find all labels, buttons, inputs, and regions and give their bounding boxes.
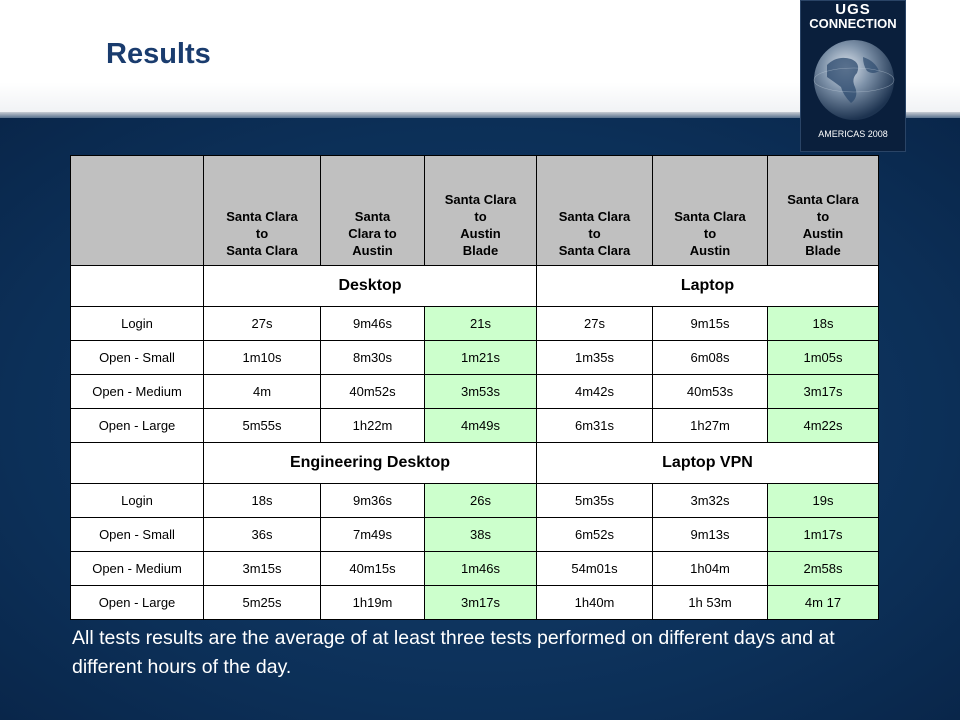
table-cell: 27s [537,307,653,341]
table-cell-highlight: 3m53s [425,375,537,409]
column-header: Santa Clara to Santa Clara [537,156,653,266]
table-cell-highlight: 4m49s [425,409,537,443]
table-cell: 1h27m [653,409,768,443]
row-label: Open - Medium [71,552,204,586]
table-cell: 18s [204,484,321,518]
table-cell: 40m52s [321,375,425,409]
table-cell-highlight: 2m58s [768,552,879,586]
table-cell-highlight: 26s [425,484,537,518]
table-cell: 4m42s [537,375,653,409]
group-header-row [71,443,879,484]
table-cell: 8m30s [321,341,425,375]
table-cell: 6m31s [537,409,653,443]
table-row [71,484,879,518]
table-row [71,341,879,375]
table-cell-highlight: 3m17s [425,586,537,620]
table-row [71,375,879,409]
table-cell: 5m25s [204,586,321,620]
table-row [71,307,879,341]
table-cell: 40m53s [653,375,768,409]
slide-title: Results [106,38,211,70]
table-cell-highlight: 4m 17 [768,586,879,620]
table-cell: 9m46s [321,307,425,341]
table-cell: 5m35s [537,484,653,518]
table-cell: 36s [204,518,321,552]
table-cell: 5m55s [204,409,321,443]
table-cell: 1h04m [653,552,768,586]
table-row [71,409,879,443]
column-header: Santa Clara to Austin Blade [768,156,879,266]
table-cell: 1h 53m [653,586,768,620]
ugs-connection-logo [800,0,906,152]
row-label: Open - Small [71,518,204,552]
globe-icon [807,37,901,123]
table-cell-highlight: 1m17s [768,518,879,552]
row-label: Open - Medium [71,375,204,409]
table-cell: 6m52s [537,518,653,552]
results-table [70,155,879,620]
logo-text-americas: AMERICAS 2008 [818,129,888,139]
table-cell-highlight: 38s [425,518,537,552]
column-header: Santa Clara to Austin Blade [425,156,537,266]
row-label: Open - Large [71,586,204,620]
group-header-row [71,266,879,307]
row-label: Login [71,484,204,518]
table-cell: 1m10s [204,341,321,375]
table-cell: 9m13s [653,518,768,552]
column-header: Santa Clara to Austin [653,156,768,266]
table-cell: 6m08s [653,341,768,375]
row-label: Login [71,307,204,341]
footnote-text: All tests results are the average of at least three tests performed on different days and at different hours of the day. [72,627,835,678]
table-cell: 3m15s [204,552,321,586]
group-header-desktop: Desktop [204,266,537,307]
table-cell: 54m01s [537,552,653,586]
group-header-laptop-vpn: Laptop VPN [537,443,879,484]
table-row [71,518,879,552]
table-cell-highlight: 1m46s [425,552,537,586]
table-cell: 1h40m [537,586,653,620]
group-header-empty [71,266,204,307]
group-header-laptop: Laptop [537,266,879,307]
table-cell: 9m15s [653,307,768,341]
table-cell-highlight: 18s [768,307,879,341]
table-cell: 4m [204,375,321,409]
table-row [71,586,879,620]
table-cell: 1h19m [321,586,425,620]
table-cell-highlight: 3m17s [768,375,879,409]
logo-text-connection: CONNECTION [809,16,897,31]
logo-text-ugs: UGS [835,1,871,18]
table-cell: 1m35s [537,341,653,375]
table-cell-highlight: 4m22s [768,409,879,443]
row-label: Open - Large [71,409,204,443]
table-cell-highlight: 19s [768,484,879,518]
row-label: Open - Small [71,341,204,375]
table-cell: 1h22m [321,409,425,443]
table-cell: 7m49s [321,518,425,552]
column-header: Santa Clara to Santa Clara [204,156,321,266]
table-corner-cell [71,156,204,266]
table-cell-highlight: 1m21s [425,341,537,375]
group-header-engineering-desktop: Engineering Desktop [204,443,537,484]
table-cell: 9m36s [321,484,425,518]
table-cell: 27s [204,307,321,341]
table-header-row [71,156,879,266]
table-cell-highlight: 21s [425,307,537,341]
table-cell-highlight: 1m05s [768,341,879,375]
group-header-empty [71,443,204,484]
table-cell: 40m15s [321,552,425,586]
table-row [71,552,879,586]
column-header: Santa Clara to Austin [321,156,425,266]
table-cell: 3m32s [653,484,768,518]
